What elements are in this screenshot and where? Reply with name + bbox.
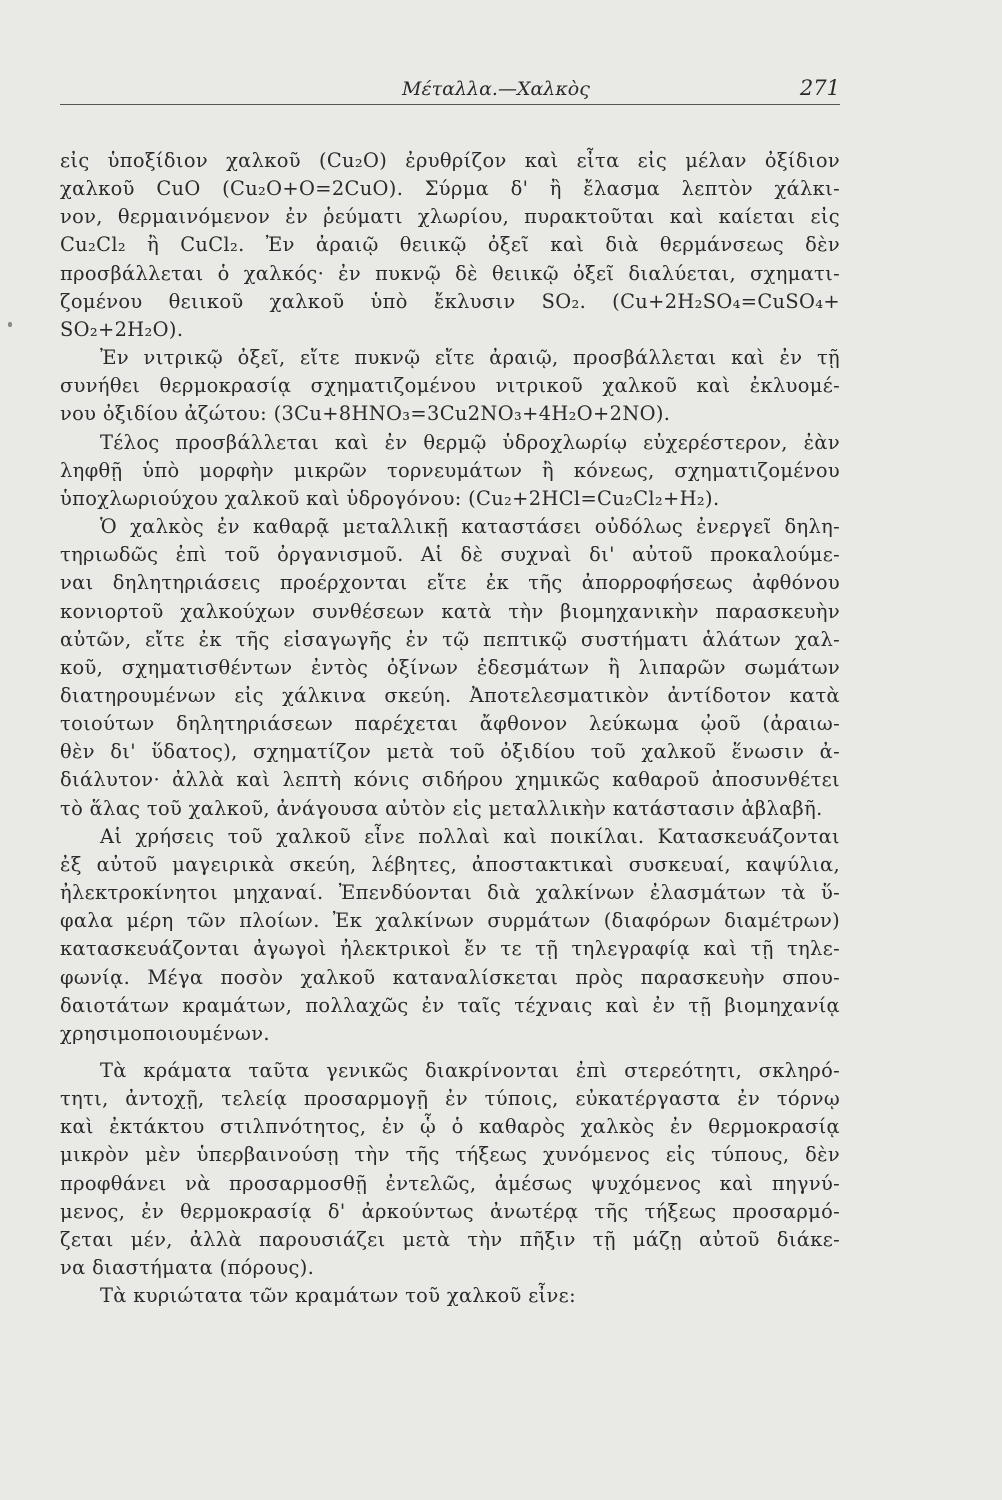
text-line: ζεται μέν, ἀλλὰ παρουσιάζει μετὰ τὴν πῆξιν τῇ μάζῃ αὐτοῦ διάκε- xyxy=(60,1227,840,1251)
text-line: μικρὸν μὲν ὑπερβαινούσῃ τὴν τῆς τήξεως χυνόμενος εἰς τύπους, δὲν xyxy=(60,1143,840,1167)
text-line: SO₂+2H₂O). xyxy=(60,317,184,341)
text-line: τητι, ἀντοχῇ, τελείᾳ προσαρμογῇ ἐν τύποις, εὐκατέργαστα ἐν τόρνῳ xyxy=(60,1087,840,1111)
text-line: προφθάνει νὰ προσαρμοσθῇ ἐντελῶς, ἀμέσως ψυχόμενος καὶ πηγνύ- xyxy=(60,1171,840,1195)
text-line: νου ὀξιδίου ἀζώτου: (3Cu+8HNO₃=3Cu2NO₃+4H₂O+2NO). xyxy=(60,402,671,426)
margin-speck xyxy=(8,322,12,327)
text-line: ἐξ αὐτοῦ μαγειρικὰ σκεύη, λέβητες, ἀποστακτικαὶ συσκευαί, καψύλια, xyxy=(60,852,840,876)
text-line: κατασκευάζονται ἀγωγοὶ ἠλεκτρικοὶ ἔν τε τῇ τηλεγραφίᾳ καὶ τῇ τηλε- xyxy=(60,937,840,961)
text-line: Τὰ κράματα ταῦτα γενικῶς διακρίνονται ἐπὶ στερεότητι, σκληρό- xyxy=(100,1059,840,1082)
text-line: φαλα μέρη τῶν πλοίων. Ἐκ χαλκίνων συρμάτων (διαφόρων διαμέτρων) xyxy=(60,909,840,933)
paragraph-gap xyxy=(60,1048,840,1057)
text-line: εἰς ὑποξίδιον χαλκοῦ (Cu₂O) ἐρυθρίζον καὶ εἶτα εἰς μέλαν ὀξίδιον xyxy=(60,149,840,172)
text-line: τηριωδῶς ἐπὶ τοῦ ὀργανισμοῦ. Αἱ δὲ συχναὶ δι' αὐτοῦ προκαλούμε- xyxy=(60,543,840,567)
text-line: θὲν δι' ὕδατος), σχηματίζον μετὰ τοῦ ὀξιδίου τοῦ χαλκοῦ ἕνωσιν ἀ- xyxy=(60,740,840,764)
text-line: Αἱ χρήσεις τοῦ χαλκοῦ εἶνε πολλαὶ καὶ ποικίλαι. Κατασκευάζονται xyxy=(100,824,840,848)
text-line: ἠλεκτροκίνητοι μηχαναί. Ἐπενδύονται διὰ χαλκίνων ἐλασμάτων τὰ ὕ- xyxy=(60,881,840,905)
text-line: Ὁ χαλκὸς ἐν καθαρᾷ μεταλλικῇ καταστάσει οὐδόλως ἐνεργεῖ δηλη- xyxy=(100,515,840,539)
text-line: ὑποχλωριούχου χαλκοῦ καὶ ὑδρογόνου: (Cu₂+2HCl=Cu₂Cl₂+H₂). xyxy=(60,486,720,510)
running-title: Μέταλλα.—Χαλκὸς xyxy=(402,78,590,100)
text-line: Cu₂Cl₂ ἢ CuCl₂. Ἐν ἀραιῷ θειικῷ ὀξεῖ καὶ διὰ θερμάνσεως δὲν xyxy=(60,233,840,257)
text-line: να διαστήματα (πόρους). xyxy=(60,1256,315,1280)
text-line: ναι δηλητηριάσεις προέρχονται εἴτε ἐκ τῆς ἀπορροφήσεως ἀφθόνου xyxy=(60,571,840,595)
text-line: καὶ ἐκτάκτου στιλπνότητος, ἐν ᾧ ὁ καθαρὸς χαλκὸς ἐν θερμοκρασίᾳ xyxy=(60,1115,840,1139)
text-line: δαιοτάτων κραμάτων, πολλαχῶς ἐν ταῖς τέχναις καὶ ἐν τῇ βιομηχανίᾳ xyxy=(60,993,840,1017)
text-line: συνήθει θερμοκρασίᾳ σχηματιζομένου νιτρικοῦ χαλκοῦ καὶ ἐκλυομέ- xyxy=(60,374,840,398)
body-text xyxy=(60,147,840,1310)
text-line: χαλκοῦ CuO (Cu₂O+O=2CuO). Σύρμα δ' ἢ ἔλασμα λεπτὸν χάλκι- xyxy=(60,177,840,201)
text-line: μενος, ἐν θερμοκρασίᾳ δ' ἀρκούντως ἀνωτέρᾳ τῆς τήξεως προσαρμό- xyxy=(60,1199,840,1223)
text-line: ληφθῇ ὑπὸ μορφὴν μικρῶν τορνευμάτων ἢ κόνεως, σχηματιζομένου xyxy=(60,458,840,482)
page-header xyxy=(60,76,840,105)
text-line: διάλυτον· ἀλλὰ καὶ λεπτὴ κόνις σιδήρου χημικῶς καθαροῦ ἀποσυνθέτει xyxy=(60,768,840,792)
text-line: χρησιμοποιουμένων. xyxy=(60,1021,270,1045)
text-line: Ἐν νιτρικῷ ὀξεῖ, εἴτε πυκνῷ εἴτε ἀραιῷ, προσβάλλεται καὶ ἐν τῇ xyxy=(100,346,840,370)
text-line: Τέλος προσβάλλεται καὶ ἐν θερμῷ ὑδροχλωρίῳ εὐχερέστερον, ἐὰν xyxy=(100,430,840,454)
text-line: τὸ ἅλας τοῦ χαλκοῦ, ἀνάγουσα αὐτὸν εἰς μεταλλικὴν κατάστασιν ἀβλαβῆ. xyxy=(60,796,823,820)
text-line: κοῦ, σχηματισθέντων ἐντὸς ὀξίνων ἐδεσμάτων ἢ λιπαρῶν σωμάτων xyxy=(60,655,840,679)
page-number: 271 xyxy=(799,76,840,100)
text-line: νον, θερμαινόμενον ἐν ῥεύματι χλωρίου, πυρακτοῦται καὶ καίεται εἰς xyxy=(60,205,840,229)
text-line: τοιούτων δηλητηριάσεων παρέχεται ἄφθονον λεύκωμα ᾠοῦ (ἀραιω- xyxy=(60,712,840,736)
text-line: κονιορτοῦ χαλκούχων συνθέσεων κατὰ τὴν βιομηχανικὴν παρασκευὴν xyxy=(60,599,840,623)
text-line: ζομένου θειικοῦ χαλκοῦ ὑπὸ ἔκλυσιν SO₂. (Cu+2H₂SO₄=CuSO₄+ xyxy=(60,289,840,313)
text-line: Τὰ κυριώτατα τῶν κραμάτων τοῦ χαλκοῦ εἶνε: xyxy=(100,1284,576,1308)
text-line: διατηρουμένων εἰς χάλκινα σκεύη. Ἀποτελεσματικὸν ἀντίδοτον κατὰ xyxy=(60,683,840,707)
text-line: φωνίᾳ. Μέγα ποσὸν χαλκοῦ καταναλίσκεται πρὸς παρασκευὴν σπου- xyxy=(60,965,840,989)
text-line: προσβάλλεται ὁ χαλκός· ἐν πυκνῷ δὲ θειικῷ ὀξεῖ διαλύεται, σχηματι- xyxy=(60,261,840,285)
text-line: αὐτῶν, εἴτε ἐκ τῆς εἰσαγωγῆς ἐν τῷ πεπτικῷ συστήματι ἁλάτων χαλ- xyxy=(60,627,840,651)
